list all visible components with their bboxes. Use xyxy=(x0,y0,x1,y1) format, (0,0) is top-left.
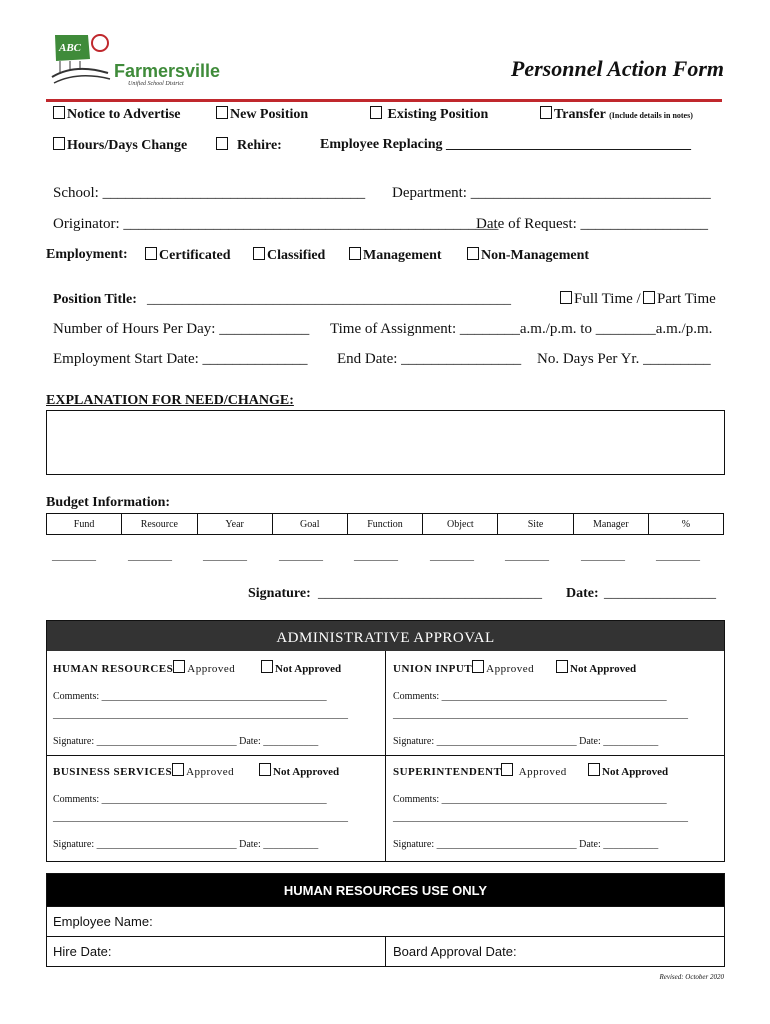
approved-label: Approved xyxy=(486,663,535,675)
admin-divider-horizontal xyxy=(47,755,724,756)
approved-label: Approved xyxy=(518,766,567,778)
option-transfer[interactable] xyxy=(540,106,693,123)
hr-approved-checkbox[interactable] xyxy=(173,660,185,673)
checkbox[interactable] xyxy=(349,247,361,260)
signature-field[interactable]: ________________________________ xyxy=(318,586,542,601)
budget-resource-input[interactable]: ________ xyxy=(128,550,172,562)
union-signature-field[interactable]: Signature: ____________________________ Date: ___________ xyxy=(393,736,659,747)
option-label: New Position xyxy=(230,107,309,122)
title-divider xyxy=(46,99,722,102)
date-label: Date: xyxy=(566,586,599,601)
budget-col-fund: Fund xyxy=(47,514,122,535)
not-approved-label: Not Approved xyxy=(570,663,637,675)
option-management[interactable] xyxy=(349,247,442,264)
budget-col-resource: Resource xyxy=(122,514,197,535)
business-comments-field[interactable]: Comments: _____________________________________________ xyxy=(53,794,327,805)
hr-comments-field[interactable]: Comments: _____________________________________________ xyxy=(53,691,327,702)
school-field[interactable]: School: ___________________________________ xyxy=(53,185,366,201)
option-certificated[interactable] xyxy=(145,247,231,264)
option-label: Existing Position xyxy=(387,107,489,122)
hr-approval-row xyxy=(53,660,235,675)
department-field[interactable]: Department: ________________________________ xyxy=(392,185,711,201)
option-non-management[interactable] xyxy=(467,247,589,264)
budget-col-site: Site xyxy=(498,514,573,535)
business-not-approved-checkbox[interactable] xyxy=(259,763,271,776)
logo-name: Farmersville xyxy=(114,61,221,81)
option-label: Transfer xyxy=(554,107,606,122)
superintendent-not-approved[interactable] xyxy=(588,763,668,778)
budget-col-function: Function xyxy=(347,514,422,535)
checkbox[interactable] xyxy=(467,247,479,260)
business-not-approved[interactable] xyxy=(259,763,339,778)
business-signature-field[interactable]: Signature: ____________________________ Date: ___________ xyxy=(53,839,319,850)
budget-year-input[interactable]: ________ xyxy=(203,550,247,562)
position-title-field[interactable]: ____________________________________________________ xyxy=(147,292,511,307)
hr-not-approved-checkbox[interactable] xyxy=(261,660,273,673)
option-classified[interactable] xyxy=(253,247,325,264)
option-label: Classified xyxy=(267,248,326,263)
union-not-approved-checkbox[interactable] xyxy=(556,660,568,673)
hr-not-approved[interactable] xyxy=(261,660,341,675)
option-label: Part Time xyxy=(657,291,716,307)
hr-use-only-heading: HUMAN RESOURCES USE ONLY xyxy=(47,874,724,906)
explanation-textbox[interactable] xyxy=(46,410,725,475)
business-label: BUSINESS SERVICES xyxy=(53,766,173,778)
explanation-label: EXPLANATION FOR NEED/CHANGE: xyxy=(46,393,294,408)
option-label: Management xyxy=(363,248,442,263)
union-comments-field[interactable]: Comments: _____________________________________________ xyxy=(393,691,667,702)
hr-signature-field[interactable]: Signature: ____________________________ Date: ___________ xyxy=(53,736,319,747)
checkbox[interactable] xyxy=(253,247,265,260)
approved-label: Approved xyxy=(187,663,236,675)
days-per-year-field[interactable]: No. Days Per Yr. _________ xyxy=(537,351,711,367)
hr-divider-vertical xyxy=(385,936,386,966)
checkbox[interactable] xyxy=(53,106,65,119)
option-rehire[interactable] xyxy=(216,137,282,154)
business-comments-line[interactable]: ___________________________________________________________ xyxy=(53,812,348,823)
superintendent-approved-checkbox[interactable] xyxy=(501,763,513,776)
date-of-request-field[interactable]: Date of Request: _________________ xyxy=(476,216,709,232)
checkbox[interactable] xyxy=(370,106,382,119)
transfer-note: (Include details in notes) xyxy=(609,111,693,120)
not-approved-label: Not Approved xyxy=(275,663,342,675)
end-date-field[interactable]: End Date: ________________ xyxy=(337,351,522,367)
hr-comments-line[interactable]: ___________________________________________________________ xyxy=(53,709,348,720)
union-not-approved[interactable] xyxy=(556,660,636,675)
union-comments-line[interactable]: ___________________________________________________________ xyxy=(393,709,688,720)
superintendent-not-approved-checkbox[interactable] xyxy=(588,763,600,776)
admin-divider-vertical xyxy=(385,651,386,861)
superintendent-signature-field[interactable]: Signature: ____________________________ Date: ___________ xyxy=(393,839,659,850)
option-label: Non-Management xyxy=(481,248,590,263)
start-date-field[interactable]: Employment Start Date: ______________ xyxy=(53,351,308,367)
union-approved-checkbox[interactable] xyxy=(472,660,484,673)
budget-function-input[interactable]: ________ xyxy=(354,550,398,562)
budget-object-input[interactable]: ________ xyxy=(430,550,474,562)
position-title-label: Position Title: xyxy=(53,292,137,307)
checkbox[interactable] xyxy=(216,106,228,119)
business-approved-checkbox[interactable] xyxy=(172,763,184,776)
hire-date-field[interactable]: Hire Date: xyxy=(53,944,112,959)
superintendent-label: SUPERINTENDENT xyxy=(393,766,502,778)
option-label: Hours/Days Change xyxy=(67,138,188,153)
option-existing-position[interactable] xyxy=(370,106,488,123)
union-label: UNION INPUT xyxy=(393,663,473,675)
budget-col-year: Year xyxy=(197,514,272,535)
checkbox[interactable] xyxy=(643,291,655,304)
hours-per-day-field[interactable]: Number of Hours Per Day: ____________ xyxy=(53,321,310,337)
hr-divider xyxy=(47,906,724,907)
budget-col-object: Object xyxy=(423,514,498,535)
superintendent-comments-line[interactable]: ___________________________________________________________ xyxy=(393,812,688,823)
budget-goal-input[interactable]: ________ xyxy=(279,550,323,562)
time-of-assignment-field[interactable]: Time of Assignment: ________a.m./p.m. to ________a.m./p.m. xyxy=(330,321,713,337)
date-field[interactable]: ________________ xyxy=(604,586,716,601)
superintendent-comments-field[interactable]: Comments: _____________________________________________ xyxy=(393,794,667,805)
originator-field[interactable]: Originator: __________________________________________________ xyxy=(53,216,499,232)
employment-label: Employment: xyxy=(46,247,128,262)
budget-label: Budget Information: xyxy=(46,495,171,510)
option-notice-to-advertise[interactable] xyxy=(53,106,181,123)
checkbox[interactable] xyxy=(145,247,157,260)
budget-manager-input[interactable]: ________ xyxy=(581,550,625,562)
checkbox[interactable] xyxy=(53,137,65,150)
budget-col-manager: Manager xyxy=(573,514,648,535)
budget-header-row xyxy=(47,514,724,535)
employee-replacing-field[interactable]: Employee Replacing ___________________________________ xyxy=(320,137,691,152)
approved-label: Approved xyxy=(186,766,235,778)
option-label: Rehire: xyxy=(237,138,282,153)
option-label: Notice to Advertise xyxy=(67,107,181,122)
business-approval-row xyxy=(53,763,234,778)
checkbox[interactable] xyxy=(540,106,552,119)
employee-name-field[interactable]: Employee Name: xyxy=(53,914,153,929)
option-label: Certificated xyxy=(159,248,231,263)
checkbox[interactable] xyxy=(560,291,572,304)
logo-badge-text: ABC xyxy=(59,42,82,54)
administrative-approval-section xyxy=(46,620,725,862)
board-approval-date-field[interactable]: Board Approval Date: xyxy=(393,944,517,959)
budget-site-input[interactable]: ________ xyxy=(505,550,549,562)
budget-col-goal: Goal xyxy=(272,514,347,535)
option-part-time[interactable] xyxy=(643,291,716,308)
signature-label: Signature: xyxy=(248,586,311,601)
admin-approval-heading: ADMINISTRATIVE APPROVAL xyxy=(47,621,724,651)
superintendent-approval-row xyxy=(393,763,567,778)
budget-table xyxy=(46,513,724,535)
checkbox[interactable] xyxy=(216,137,228,150)
revision-note: Revised: October 2020 xyxy=(659,973,724,981)
budget-percent-input[interactable]: ________ xyxy=(656,550,700,562)
option-label: Full Time / xyxy=(574,291,641,307)
form-title: Personnel Action Form xyxy=(510,56,724,81)
union-approval-row xyxy=(393,660,534,675)
budget-col-percent: % xyxy=(648,514,723,535)
budget-fund-input[interactable]: ________ xyxy=(52,550,96,562)
hr-label: HUMAN RESOURCES xyxy=(53,663,174,675)
logo-district: Unified School District xyxy=(128,81,184,87)
not-approved-label: Not Approved xyxy=(273,766,340,778)
option-new-position[interactable] xyxy=(216,106,308,123)
hr-use-only-section xyxy=(46,873,725,967)
option-full-time[interactable] xyxy=(560,291,641,308)
not-approved-label: Not Approved xyxy=(602,766,669,778)
option-hours-days-change[interactable] xyxy=(53,137,187,154)
